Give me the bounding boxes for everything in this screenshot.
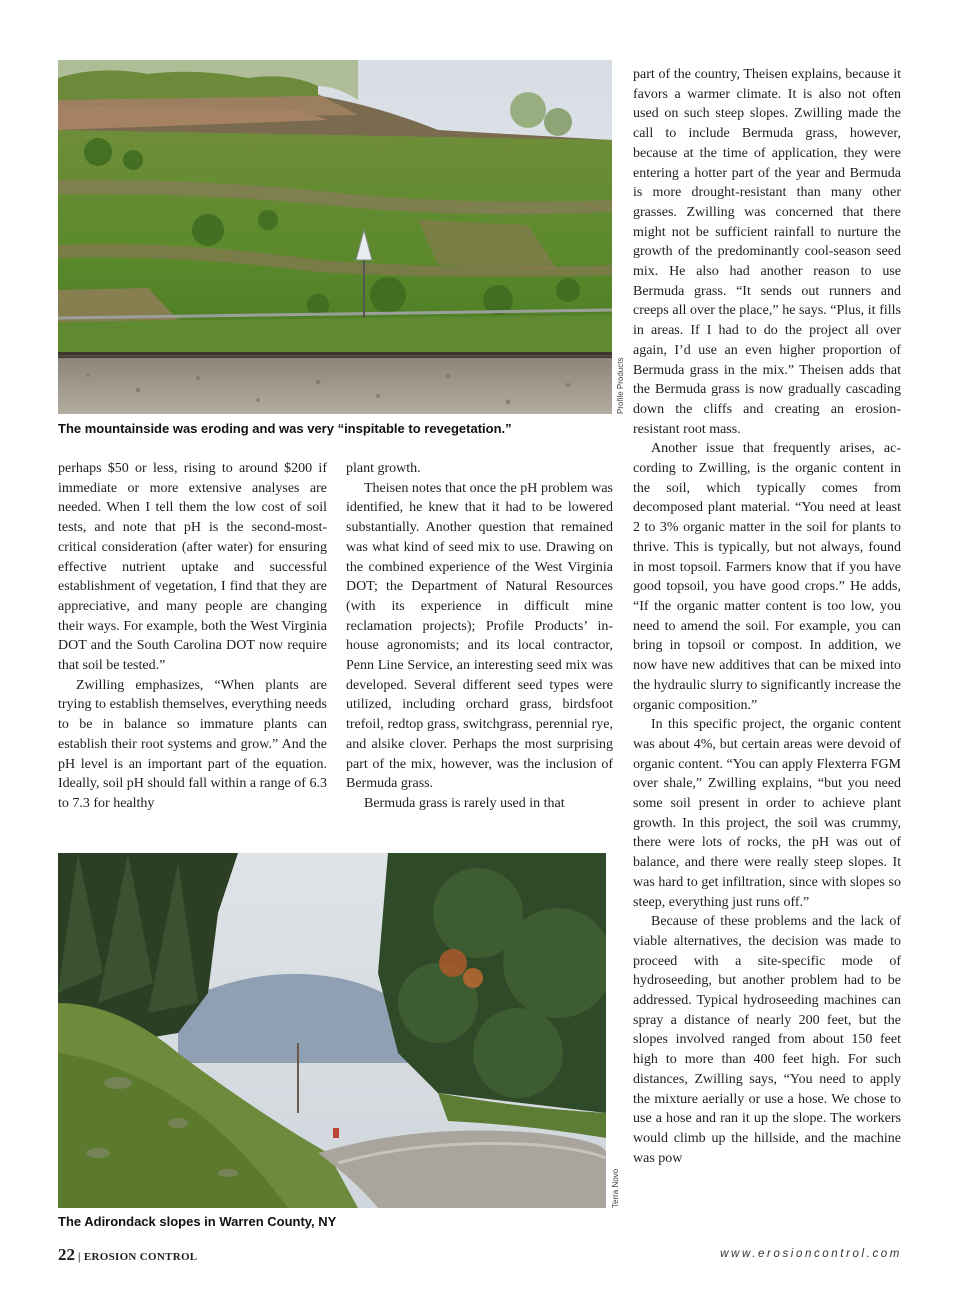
footer-separator: | [75,1251,84,1263]
photo-credit-top: Profile Products [616,357,625,414]
column-middle [346,459,613,814]
adirondack-photo [58,853,606,1208]
footer-folio [58,1245,197,1265]
column-left [58,459,327,814]
adirondack-illustration [58,853,606,1208]
middle-paragraph-1: plant growth. [346,461,421,476]
photo-credit-bottom: Terra Novo [611,1168,620,1208]
caption-top: The mountainside was eroding and was very “inspitable to revegetation.” [58,421,512,436]
left-paragraph-1: perhaps $50 or less, rising to around $200 if immediate or more extensive analyses are needed. When I tell them the low cost of soil tests, and note that pH is the second-most-critical consideration (after water) for ensuring effective nutrient uptake and successful establishment of vegetation, I find that they are appreciative, and many people are changing their ways. For example, both the West Virginia DOT and the South Carolina DOT now require that soil be tested.” [58,461,327,674]
page-number: 22 [58,1245,75,1264]
caption-bottom: The Adirondack slopes in Warren County, NY [58,1214,337,1229]
right-paragraph-4: Because of these problems and the lack of viable alternatives, the decision was made to proceed with a site-specific mode of hydroseeding, but another problem had to be addressed. Typical hydroseeding machines can spray a distance of nearly 200 feet, but the slopes involved ranged from about 150 feet high to more than 400 feet high. For such distances, Zwilling says, “You need to apply the mixture aerially or use a hose. We chose to use a hose and ran it up the slope. The workers would climb up the hillside, and the machine was pow [633,914,901,1166]
column-right [633,65,901,1168]
right-paragraph-3: In this specific project, the organic content was about 4%, but certain areas were devoid of organic content. “You can apply Flexterra FGM over shale,” Zwilling explains, “but you need some soil present in order to achieve plant growth. In this project, the soil was crummy, there were lots of rocks, the pH was out of balance, and there were really steep slopes. It was hard to get infiltration, since with slopes so steep, everything just runs off.” [633,717,901,910]
right-paragraph-2: Another issue that frequently arises, according to Zwilling, is the organic content in the soil, which typically comes from decomposed plant material. “You need at least 2 to 3% organic matter in the soil for plants to thrive. This is typically, but not always, found in most topsoil. Farmers know that if you have good topsoil, you have good crops.” He adds, “If the organic matter content is too low, you need to amend the soil. For example, you can bring in topsoil or compost. In addition, we now have new additives that can be mixed into the hydraulic slurry to significantly increase the organic composition.” [633,441,901,713]
left-paragraph-2: Zwilling emphasizes, “When plants are trying to establish themselves, everything needs to be in balance so immature plants can establish their root systems and grow.” And the pH level is an important part of the equation. Ideally, soil pH should fall within a range of 6.3 to 7.3 for healthy [58,677,327,811]
website-url: www.erosioncontrol.com [720,1248,902,1260]
mountainside-illustration [58,60,612,414]
right-paragraph-1: part of the country, Theisen explains, because it favors a warmer climate. It is also not often used on such steep slopes. Zwilling made the call to include Bermuda grass, however, because at the time of application, they were entering a hotter part of the year and Bermuda is more drought-resistant than many other grasses. Zwilling was concerned that there might not be sufficient rainfall to nurture the growth of the predominantly cool-season seed mix. He also had another reason to use Bermuda grass. “It sends out runners and creeps all over the place,” he says. “Plus, it fills in areas. If I had to do the project all over again, I’d use an even higher proportion of Bermuda grass in the mix.” Theisen adds that the Bermuda grass is now gradually cascading down the cliffs and creating an erosion-resistant root mass. [633,67,901,437]
middle-paragraph-3: Bermuda grass is rarely used in that [364,795,565,811]
middle-paragraph-2: Theisen notes that once the pH problem was identified, he knew that it had to be lowered substantially. Another question that remained was what kind of seed mix to use. Drawing on the combined experience of the West Virginia DOT; the Department of Natural Resources (with its experience in difficult mine reclamation projects); Profile Products’ in-house agronomists; and its local contractor, Penn Line Service, an interesting seed mix was developed. Several different seed types were utilized, including orchard grass, birdsfoot trefoil, redtop grass, switchgrass, perennial rye, and alsike clover. Perhaps the most surprising part of the mix, however, was the inclusion of Bermuda grass. [346,480,613,792]
publication-name: EROSION CONTROL [83,1251,198,1263]
mountainside-photo [58,60,612,414]
